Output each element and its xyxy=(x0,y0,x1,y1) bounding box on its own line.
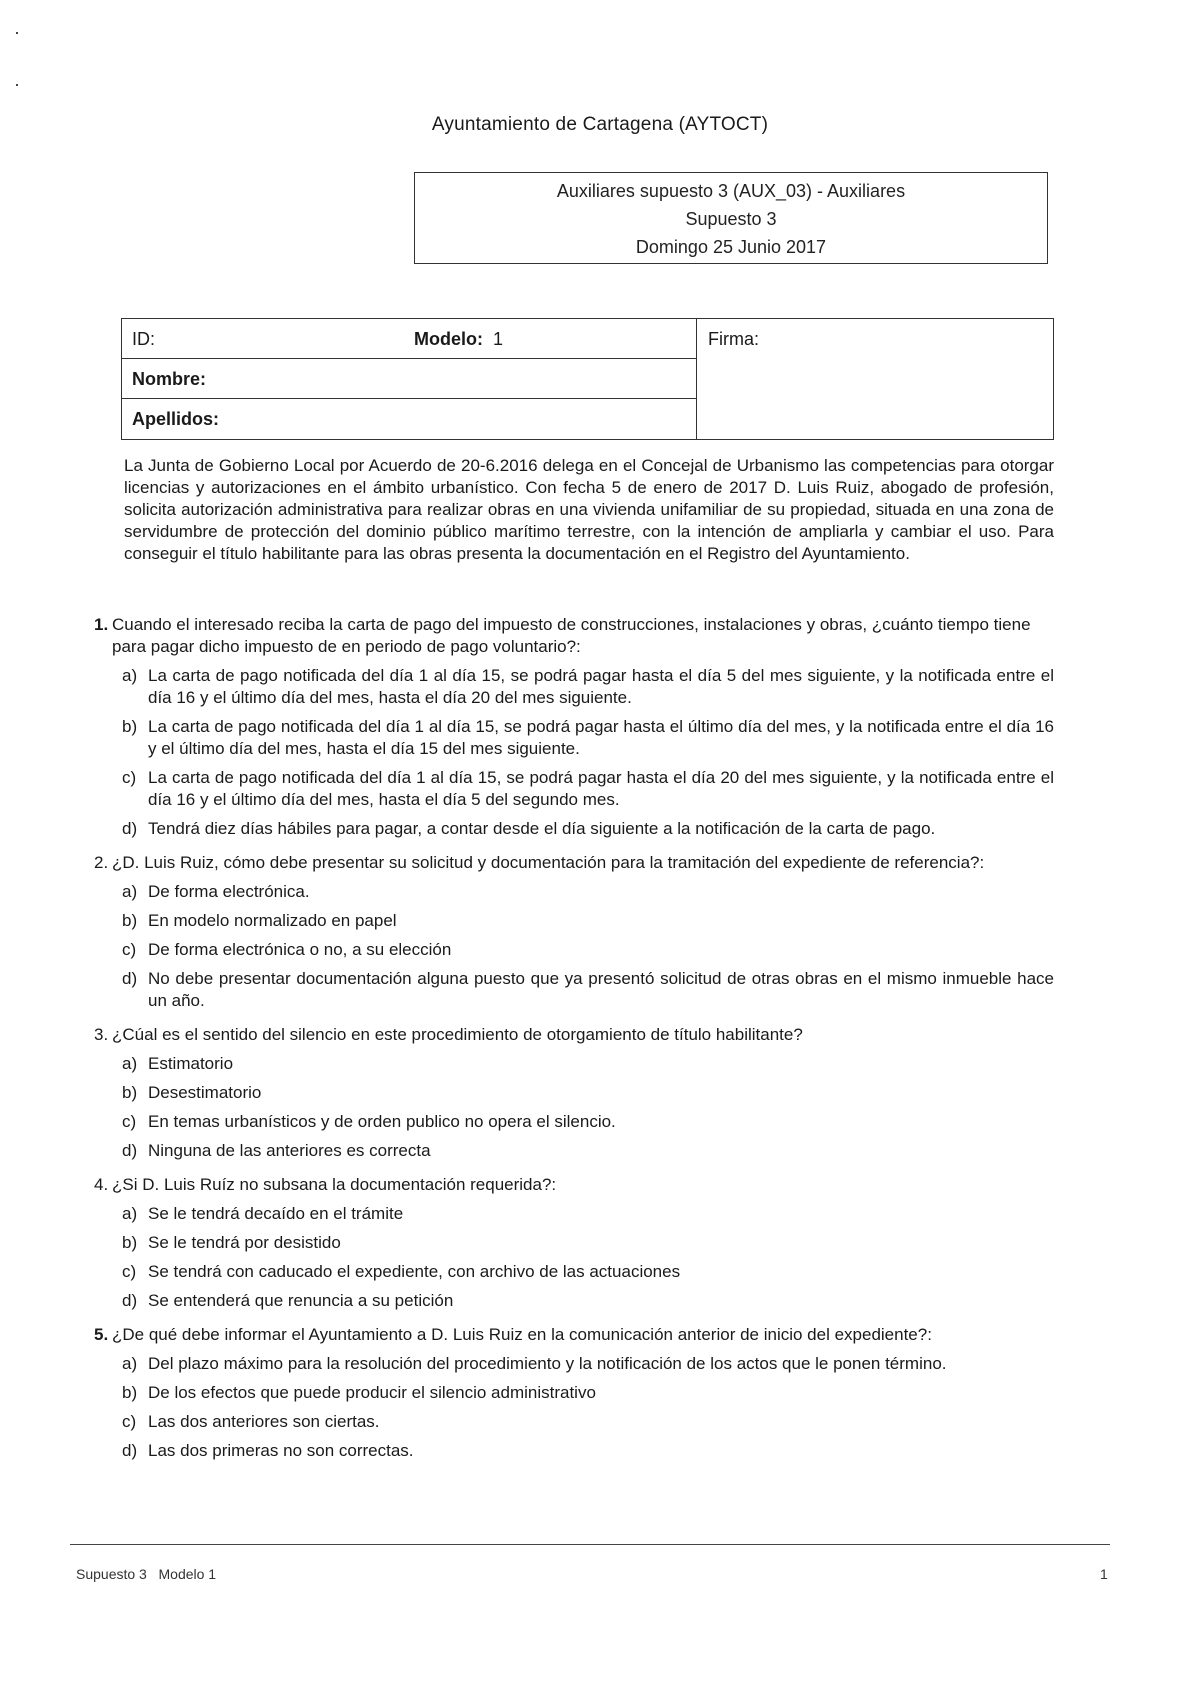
exam-info-box xyxy=(414,172,1048,264)
option-text: Se tendrá con caducado el expediente, con archivo de las actuaciones xyxy=(148,1262,681,1281)
option-text: Del plazo máximo para la resolución del procedimiento y la notificación de los actos que le ponen término. xyxy=(148,1354,947,1373)
option-letter: d) xyxy=(122,1141,138,1160)
option-letter: d) xyxy=(122,819,138,838)
modelo-value: 1 xyxy=(493,329,504,349)
candidate-fields xyxy=(122,319,697,439)
option-letter: b) xyxy=(122,1083,138,1102)
question-text: ¿Cúal es el sentido del silencio en este procedimiento de otorgamiento de título habilitante? xyxy=(112,1025,803,1044)
firma-field[interactable] xyxy=(708,319,759,359)
answer-option[interactable] xyxy=(94,1203,1054,1225)
question-list xyxy=(94,614,1054,1474)
question-stem xyxy=(94,1174,1054,1196)
nombre-field[interactable] xyxy=(122,359,696,399)
option-text: Tendrá diez días hábiles para pagar, a contar desde el día siguiente a la notificación de la carta de pago. xyxy=(148,819,936,838)
answer-option[interactable] xyxy=(94,1053,1054,1075)
apellidos-field[interactable] xyxy=(122,399,696,439)
exam-name: Auxiliares supuesto 3 (AUX_03) - Auxiliares xyxy=(556,181,906,201)
option-text: La carta de pago notificada del día 1 al día 15, se podrá pagar hasta el último día del mes, y la notificada entre el día 16 y el último día del mes, hasta el día 15 del mes siguiente. xyxy=(148,717,1054,758)
option-text: Las dos anteriores son ciertas. xyxy=(148,1412,380,1431)
option-letter: b) xyxy=(122,1233,138,1252)
option-letter: b) xyxy=(122,911,138,930)
scan-speck xyxy=(16,84,18,86)
answer-option[interactable] xyxy=(94,665,1054,709)
question-number: 5. xyxy=(94,1325,109,1344)
option-letter: d) xyxy=(122,1291,138,1310)
option-letter: c) xyxy=(122,940,137,959)
option-text: Estimatorio xyxy=(148,1054,234,1073)
question-number: 3. xyxy=(94,1025,109,1044)
option-letter: a) xyxy=(122,666,138,685)
firma-label: Firma: xyxy=(708,329,759,349)
option-letter: a) xyxy=(122,1354,138,1373)
option-text: Las dos primeras no son correctas. xyxy=(148,1441,414,1460)
answer-option[interactable] xyxy=(94,1261,1054,1283)
option-letter: c) xyxy=(122,1112,137,1131)
option-text: No debe presentar documentación alguna puesto que ya presentó solicitud de otras obras en el mismo inmueble hace un año. xyxy=(148,969,1054,1010)
option-text: Desestimatorio xyxy=(148,1083,262,1102)
option-text: De forma electrónica o no, a su elección xyxy=(148,940,452,959)
answer-option[interactable] xyxy=(94,1440,1054,1462)
option-letter: c) xyxy=(122,1412,137,1431)
question-3 xyxy=(94,1024,1054,1162)
question-number: 4. xyxy=(94,1175,109,1194)
option-text: De forma electrónica. xyxy=(148,882,310,901)
answer-option[interactable] xyxy=(94,1290,1054,1312)
option-letter: a) xyxy=(122,882,138,901)
id-row[interactable] xyxy=(122,319,696,359)
page-title: Ayuntamiento de Cartagena (AYTOCT) xyxy=(431,114,769,135)
answer-option[interactable] xyxy=(94,1411,1054,1433)
answer-option[interactable] xyxy=(94,1111,1054,1133)
question-4 xyxy=(94,1174,1054,1312)
answer-option[interactable] xyxy=(94,910,1054,932)
question-text: ¿D. Luis Ruiz, cómo debe presentar su solicitud y documentación para la tramitación del expediente de referencia?: xyxy=(112,853,985,872)
question-number: 1. xyxy=(94,615,109,634)
nombre-label: Nombre: xyxy=(132,369,207,389)
answer-option[interactable] xyxy=(94,716,1054,760)
question-stem xyxy=(94,1324,1054,1346)
candidate-id-box xyxy=(121,318,1054,440)
option-letter: a) xyxy=(122,1054,138,1073)
footer-divider xyxy=(70,1544,1110,1545)
answer-option[interactable] xyxy=(94,968,1054,1012)
option-letter: b) xyxy=(122,717,138,736)
option-text: De los efectos que puede producir el silencio administrativo xyxy=(148,1383,596,1402)
option-text: En modelo normalizado en papel xyxy=(148,911,397,930)
answer-option[interactable] xyxy=(94,1382,1054,1404)
option-text: En temas urbanísticos y de orden publico no opera el silencio. xyxy=(148,1112,616,1131)
answer-option[interactable] xyxy=(94,818,1054,840)
option-text: Se le tendrá decaído en el trámite xyxy=(148,1204,404,1223)
question-1 xyxy=(94,614,1054,840)
answer-option[interactable] xyxy=(94,939,1054,961)
question-5 xyxy=(94,1324,1054,1462)
answer-option[interactable] xyxy=(94,1353,1054,1375)
option-letter: c) xyxy=(122,768,137,787)
answer-option[interactable] xyxy=(94,1232,1054,1254)
answer-option[interactable] xyxy=(94,1082,1054,1104)
apellidos-label: Apellidos: xyxy=(132,409,220,429)
question-2 xyxy=(94,852,1054,1012)
option-text: Ninguna de las anteriores es correcta xyxy=(148,1141,431,1160)
footer-label: Supuesto 3 Modelo 1 xyxy=(76,1566,217,1582)
option-text: Se entenderá que renuncia a su petición xyxy=(148,1291,454,1310)
option-text: Se le tendrá por desistido xyxy=(148,1233,341,1252)
option-text: La carta de pago notificada del día 1 al día 15, se podrá pagar hasta el día 20 del mes siguiente, y la notificada entre el día 16 y el último día del mes, hasta el día 5 del segundo mes. xyxy=(148,768,1054,809)
option-letter: b) xyxy=(122,1383,138,1402)
case-statement: La Junta de Gobierno Local por Acuerdo de 20-6.2016 delega en el Concejal de Urbanismo las competencias para otorgar licencias y autorizaciones en el ámbito urbanístico. Con fecha 5 de enero de 2017 D. Luis Ruiz, abogado de profesión, solicita autorización administrativa para realizar obras en una vivienda unifamiliar de su propiedad, situada en una zona de servidumbre de protección del dominio público marítimo terrestre, con la intención de ampliarla y cambiar el uso. Para conseguir el título habilitante para las obras presenta la documentación en el Registro del Ayuntamiento. xyxy=(124,456,1054,563)
question-text: Cuando el interesado reciba la carta de pago del impuesto de construcciones, instalaciones y obras, ¿cuánto tiempo tiene para pagar dicho impuesto de en periodo de pago voluntario?: xyxy=(112,615,1031,656)
option-letter: d) xyxy=(122,969,138,988)
question-text: ¿De qué debe informar el Ayuntamiento a D. Luis Ruiz en la comunicación anterior de inicio del expediente?: xyxy=(112,1325,932,1344)
modelo-field xyxy=(414,319,503,359)
answer-option[interactable] xyxy=(94,1140,1054,1162)
answer-option[interactable] xyxy=(94,767,1054,811)
scan-speck xyxy=(16,32,18,34)
exam-date: Domingo 25 Junio 2017 xyxy=(635,237,827,257)
modelo-label: Modelo: xyxy=(414,329,483,349)
option-letter: d) xyxy=(122,1441,138,1460)
question-stem xyxy=(94,852,1054,874)
option-letter: c) xyxy=(122,1262,137,1281)
id-label: ID: xyxy=(132,329,156,349)
answer-option[interactable] xyxy=(94,881,1054,903)
option-letter: a) xyxy=(122,1204,138,1223)
option-text: La carta de pago notificada del día 1 al día 15, se podrá pagar hasta el día 5 del mes siguiente, y la notificada entre el día 16 y el último día del mes, hasta el día 20 del mes siguiente. xyxy=(148,666,1054,707)
question-number: 2. xyxy=(94,853,109,872)
question-text: ¿Si D. Luis Ruíz no subsana la documentación requerida?: xyxy=(112,1175,557,1194)
exam-supuesto: Supuesto 3 xyxy=(685,209,777,229)
question-stem xyxy=(94,614,1054,658)
page-number: 1 xyxy=(1100,1566,1108,1582)
question-stem xyxy=(94,1024,1054,1046)
